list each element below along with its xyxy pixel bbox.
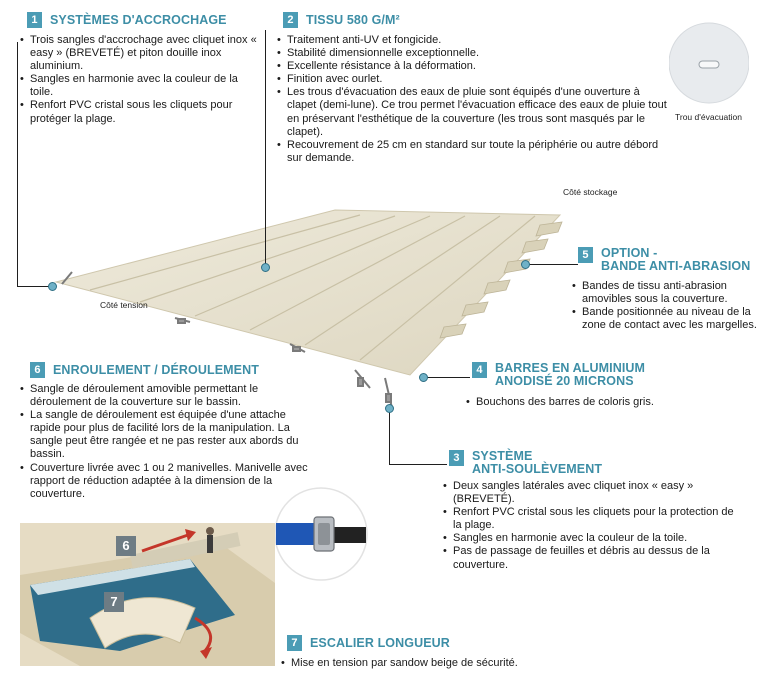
- section-4-heading-l1: BARRES EN ALUMINIUM: [495, 361, 646, 375]
- section-4-badge: 4: [472, 362, 487, 378]
- section-6-badge: 6: [30, 362, 45, 378]
- list-item: • La sangle de déroulement est équipée d'une attache rapide pour plus de facilité lors de la manipulation. La sangle peut être rangée et ne pas rester aux abords du bassin.: [20, 409, 310, 461]
- list-item: • Bandes de tissu anti-abrasion amovibles sous la couverture.: [572, 280, 762, 306]
- connector-2: [265, 30, 266, 266]
- section-7-title: [287, 635, 450, 651]
- list-item: • Sangles en harmonie avec la couleur de la toile.: [443, 532, 743, 545]
- connector-5-dot: [521, 260, 530, 269]
- section-7-list: [281, 657, 681, 670]
- photo-badge-7: 7: [104, 592, 124, 612]
- connector-1-h: [17, 286, 51, 287]
- section-1-badge: 1: [27, 12, 42, 28]
- section-3-heading-l1: SYSTÈME: [472, 449, 533, 463]
- section-3-heading-l2: ANTI-SOULÈVEMENT: [472, 462, 603, 476]
- section-6-title: [30, 362, 259, 378]
- connector-1-dot: [48, 282, 57, 291]
- list-item: • Recouvrement de 25 cm en standard sur toute la périphérie ou autre débord sur demande.: [277, 139, 667, 165]
- tension-caption: Côté tension: [100, 300, 148, 310]
- section-5-heading-l2: BANDE ANTI-ABRASION: [601, 259, 751, 273]
- list-item: • Bouchons des barres de coloris gris.: [466, 396, 756, 409]
- section-3-list: [443, 480, 743, 572]
- list-item: • Finition avec ourlet.: [277, 73, 667, 86]
- section-1-title: [27, 12, 227, 28]
- section-2-badge: 2: [283, 12, 298, 28]
- list-item: • Traitement anti-UV et fongicide.: [277, 34, 667, 47]
- section-2-list: [277, 34, 667, 165]
- ratchet-buckle-photo: [274, 487, 368, 581]
- section-2-title: [283, 12, 400, 28]
- section-7-heading: ESCALIER LONGUEUR: [310, 636, 450, 650]
- pool-photo: [20, 523, 275, 666]
- list-item: • Mise en tension par sandow beige de sécurité.: [281, 657, 681, 670]
- list-item: • Pas de passage de feuilles et débris au dessus de la couverture.: [443, 545, 743, 571]
- list-item: • Bande positionnée au niveau de la zone de contact avec les margelles.: [572, 306, 762, 332]
- section-4-heading-l2: ANODISÉ 20 MICRONS: [495, 374, 634, 388]
- section-1-list: [20, 34, 260, 126]
- list-item: • Deux sangles latérales avec cliquet inox « easy » (BREVETÉ).: [443, 480, 743, 506]
- section-6-list: [20, 383, 310, 501]
- list-item: • Renfort PVC cristal sous les cliquets pour protéger la plage.: [20, 99, 260, 125]
- section-5-title: [578, 247, 750, 273]
- drain-hole-photo: [669, 18, 749, 108]
- list-item: • Trois sangles d'accrochage avec cliquet inox « easy » (BREVETÉ) et piton douille inox aluminium.: [20, 34, 260, 73]
- list-item: • Stabilité dimensionnelle exceptionnelle.: [277, 47, 667, 60]
- section-5-heading-l1: OPTION -: [601, 246, 658, 260]
- section-5-badge: 5: [578, 247, 593, 263]
- list-item: • Renfort PVC cristal sous les cliquets pour la protection de la plage.: [443, 506, 743, 532]
- connector-3: [389, 410, 390, 464]
- drain-caption: Trou d'évacuation: [675, 112, 742, 122]
- connector-5: [526, 264, 578, 265]
- list-item: • Sangle de déroulement amovible permettant le déroulement de la couverture sur le bassin.: [20, 383, 310, 409]
- section-1-heading: SYSTÈMES D'ACCROCHAGE: [50, 13, 227, 27]
- list-item: • Sangles en harmonie avec la couleur de la toile.: [20, 73, 260, 99]
- section-4-list: [466, 396, 756, 409]
- connector-2-dot: [261, 263, 270, 272]
- connector-3-h: [389, 464, 447, 465]
- section-6-heading: ENROULEMENT / DÉROULEMENT: [53, 363, 259, 377]
- list-item: • Couverture livrée avec 1 ou 2 manivelles. Manivelle avec rapport de réduction adaptée à la dimension de la couverture.: [20, 462, 310, 501]
- photo-badge-6: 6: [116, 536, 136, 556]
- section-7-badge: 7: [287, 635, 302, 651]
- connector-4: [424, 377, 470, 378]
- connector-1: [17, 42, 18, 286]
- section-5-list: [572, 280, 762, 332]
- connector-4-dot: [419, 373, 428, 382]
- storage-caption: Côté stockage: [563, 187, 618, 197]
- list-item: • Les trous d'évacuation des eaux de pluie sont équipés d'une ouverture à clapet (demi-lune). Ce trou permet l'évacuation efficace des eaux de pluie tout en préservant l'esthétique de la couverture (les trous sont masqués par le clapet).: [277, 86, 667, 138]
- list-item: • Excellente résistance à la déformation.: [277, 60, 667, 73]
- section-3-badge: 3: [449, 450, 464, 466]
- connector-3-dot: [385, 404, 394, 413]
- section-4-title: [472, 362, 645, 388]
- section-2-heading: TISSU 580 G/M²: [306, 13, 400, 27]
- section-3-title: [449, 450, 602, 476]
